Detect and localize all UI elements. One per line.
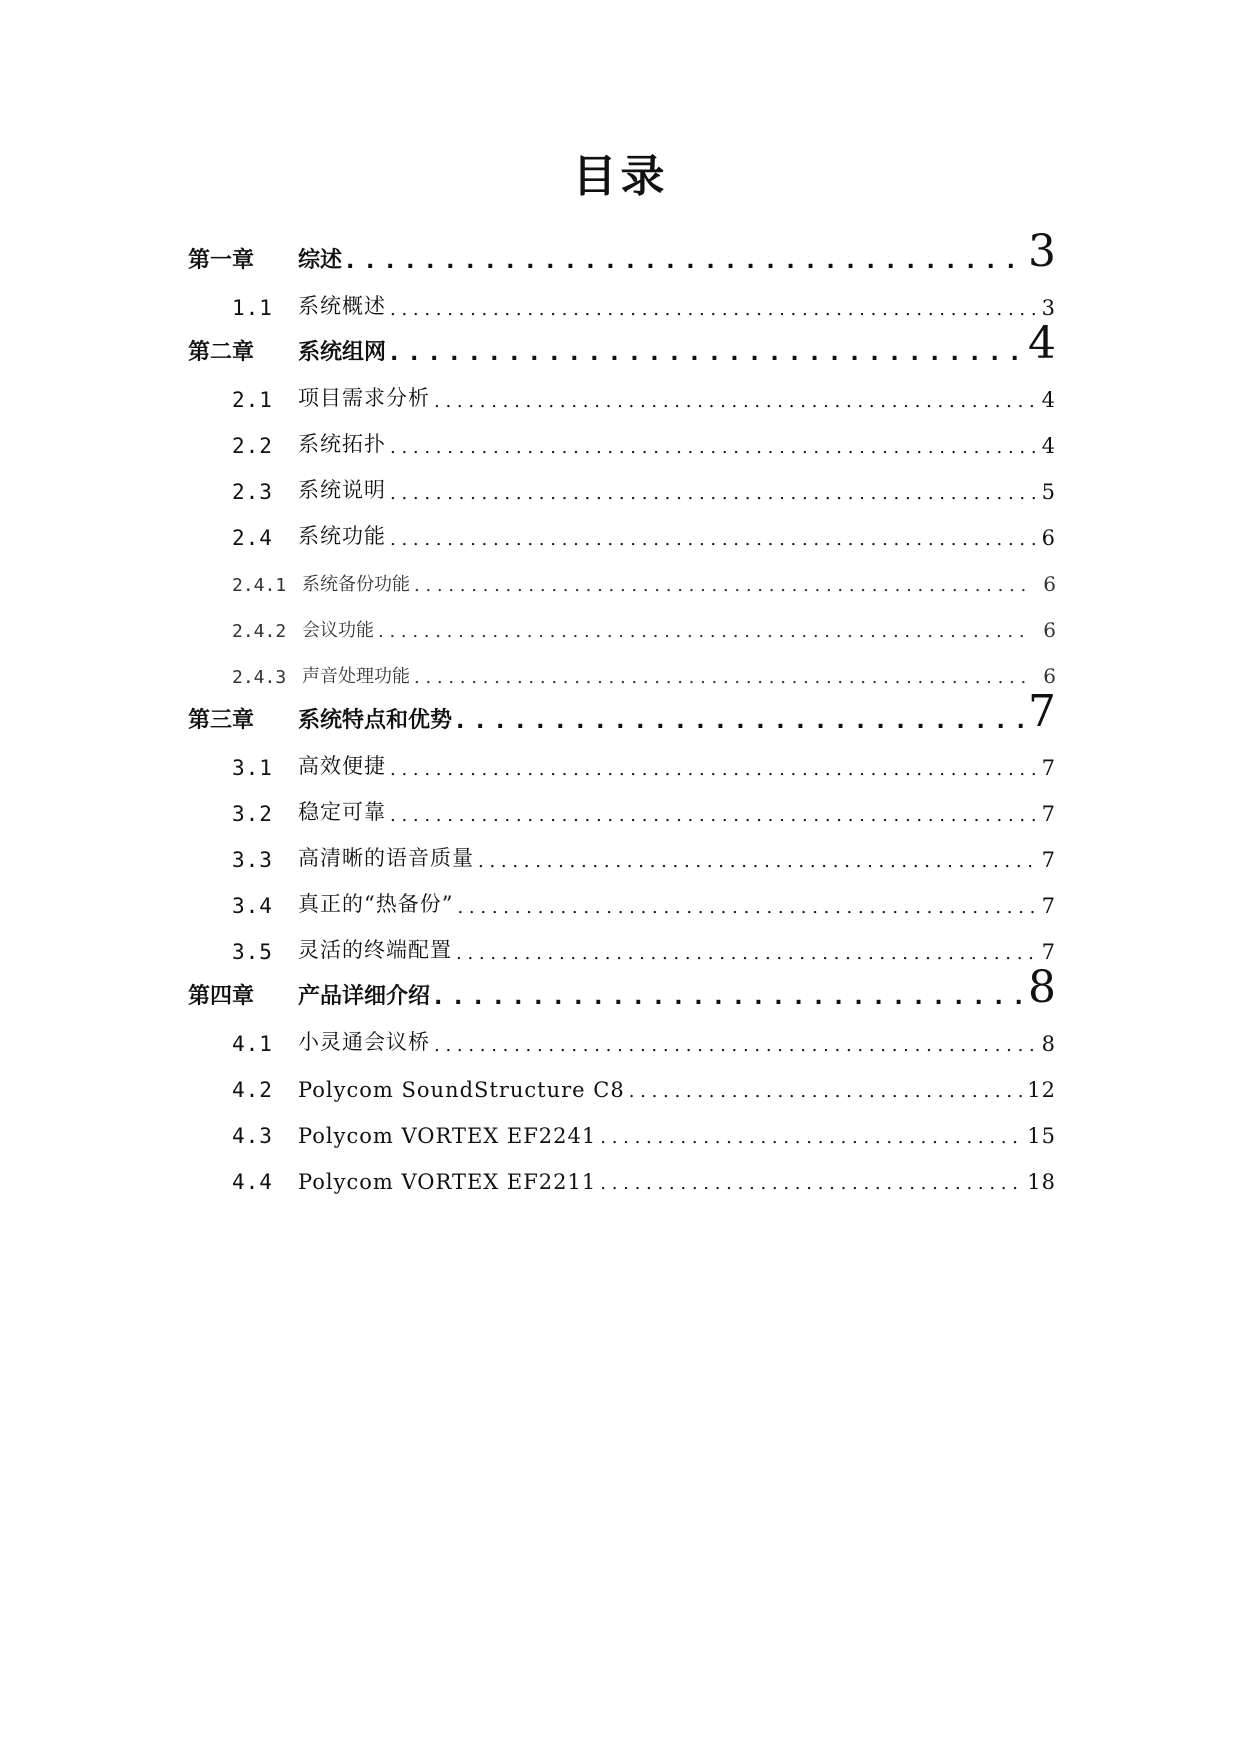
chapter-number: 第一章 <box>188 248 255 273</box>
toc-section[interactable] <box>188 1010 1056 1056</box>
section-page-number: 5 <box>1041 480 1056 504</box>
dot-leader <box>390 483 1038 504</box>
section-page-number: 7 <box>1041 940 1056 964</box>
dot-leader <box>456 709 1024 734</box>
section-number: 4.1 <box>232 1032 273 1056</box>
toc-chapter[interactable] <box>188 964 1056 1010</box>
section-number: 4.2 <box>232 1078 273 1102</box>
chapter-title: 产品详细介绍 <box>298 984 431 1009</box>
section-title: 高效便捷 <box>298 754 386 778</box>
section-number: 3.4 <box>232 894 273 918</box>
chapter-page-number: 3 <box>1028 228 1056 274</box>
dot-leader <box>629 1081 1024 1102</box>
subsection-title: 会议功能 <box>302 620 374 641</box>
section-title: 真正的“热备份” <box>298 892 454 916</box>
section-title: 系统功能 <box>298 524 386 548</box>
chapter-page-number: 7 <box>1028 688 1056 734</box>
dot-leader <box>478 851 1038 872</box>
section-page-number: 18 <box>1027 1170 1056 1194</box>
section-page-number: 6 <box>1041 526 1056 550</box>
chapter-title: 综述 <box>298 248 343 273</box>
dot-leader <box>434 1035 1038 1056</box>
section-page-number: 3 <box>1041 296 1056 320</box>
section-title: 系统拓扑 <box>298 432 386 456</box>
chapter-number: 第三章 <box>188 708 255 733</box>
section-page-number: 15 <box>1027 1124 1056 1148</box>
section-number: 2.2 <box>232 434 273 458</box>
section-number: 2.1 <box>232 388 273 412</box>
dot-leader <box>434 985 1024 1010</box>
toc-chapter[interactable] <box>188 320 1056 366</box>
section-page-number: 12 <box>1027 1078 1056 1102</box>
subsection-number: 2.4.1 <box>232 575 287 596</box>
chapter-page-number: 8 <box>1028 964 1056 1010</box>
dot-leader <box>457 897 1037 918</box>
section-number: 4.3 <box>232 1124 273 1148</box>
section-page-number: 8 <box>1041 1032 1056 1056</box>
chapter-title: 系统特点和优势 <box>298 708 453 733</box>
toc-section[interactable] <box>188 274 1056 320</box>
subsection-page-number: 6 <box>1043 572 1056 596</box>
subsection-title: 声音处理功能 <box>302 666 410 687</box>
toc-section[interactable] <box>188 412 1056 458</box>
toc-chapter[interactable] <box>188 688 1056 734</box>
toc-subsection[interactable] <box>188 550 1056 596</box>
dot-leader <box>414 575 1025 596</box>
toc-section[interactable] <box>188 1102 1056 1148</box>
section-page-number: 4 <box>1041 388 1056 412</box>
dot-leader <box>390 805 1038 826</box>
subsection-number: 2.4.3 <box>232 667 287 688</box>
section-title: 项目需求分析 <box>298 386 430 410</box>
dot-leader <box>390 529 1038 550</box>
toc-title: 目录 <box>572 151 669 202</box>
dot-leader <box>378 621 1025 642</box>
toc-section[interactable] <box>188 458 1056 504</box>
toc-section[interactable] <box>188 826 1056 872</box>
section-title: 小灵通会议桥 <box>298 1030 430 1054</box>
section-title: Polycom VORTEX EF2211 <box>298 1170 597 1194</box>
section-title: 稳定可靠 <box>298 800 386 824</box>
section-page-number: 7 <box>1041 756 1056 780</box>
chapter-number: 第四章 <box>188 984 255 1009</box>
subsection-number: 2.4.2 <box>232 621 287 642</box>
section-title: Polycom VORTEX EF2241 <box>298 1124 597 1148</box>
toc-section[interactable] <box>188 504 1056 550</box>
section-number: 2.4 <box>232 526 273 550</box>
subsection-title: 系统备份功能 <box>302 574 410 595</box>
section-number: 3.3 <box>232 848 273 872</box>
toc-section[interactable] <box>188 872 1056 918</box>
toc-section[interactable] <box>188 734 1056 780</box>
dot-leader <box>390 299 1038 320</box>
dot-leader <box>600 1127 1023 1148</box>
section-title: 高清晰的语音质量 <box>298 846 474 870</box>
section-number: 1.1 <box>232 296 273 320</box>
chapter-title: 系统组网 <box>298 340 387 365</box>
dot-leader <box>346 249 1024 274</box>
dot-leader <box>390 341 1024 366</box>
table-of-contents <box>188 228 1056 1194</box>
dot-leader <box>390 759 1038 780</box>
subsection-page-number: 6 <box>1043 618 1056 642</box>
toc-section[interactable] <box>188 918 1056 964</box>
section-page-number: 7 <box>1041 802 1056 826</box>
toc-subsection[interactable] <box>188 642 1056 688</box>
toc-chapter[interactable] <box>188 228 1056 274</box>
section-number: 2.3 <box>232 480 273 504</box>
subsection-page-number: 6 <box>1043 664 1056 688</box>
toc-section[interactable] <box>188 1056 1056 1102</box>
section-title: 灵活的终端配置 <box>298 938 452 962</box>
section-number: 3.5 <box>232 940 273 964</box>
chapter-number: 第二章 <box>188 340 255 365</box>
dot-leader <box>456 943 1038 964</box>
section-page-number: 4 <box>1041 434 1056 458</box>
dot-leader <box>390 437 1038 458</box>
chapter-page-number: 4 <box>1028 320 1056 366</box>
section-page-number: 7 <box>1041 848 1056 872</box>
toc-section[interactable] <box>188 780 1056 826</box>
toc-subsection[interactable] <box>188 596 1056 642</box>
section-number: 3.2 <box>232 802 273 826</box>
toc-section[interactable] <box>188 366 1056 412</box>
toc-section[interactable] <box>188 1148 1056 1194</box>
section-title: 系统概述 <box>298 294 386 318</box>
section-title: Polycom SoundStructure C8 <box>298 1078 625 1102</box>
dot-leader <box>600 1173 1023 1194</box>
section-page-number: 7 <box>1041 894 1056 918</box>
dot-leader <box>434 391 1038 412</box>
section-title: 系统说明 <box>298 478 386 502</box>
dot-leader <box>414 667 1025 688</box>
section-number: 4.4 <box>232 1170 273 1194</box>
section-number: 3.1 <box>232 756 273 780</box>
